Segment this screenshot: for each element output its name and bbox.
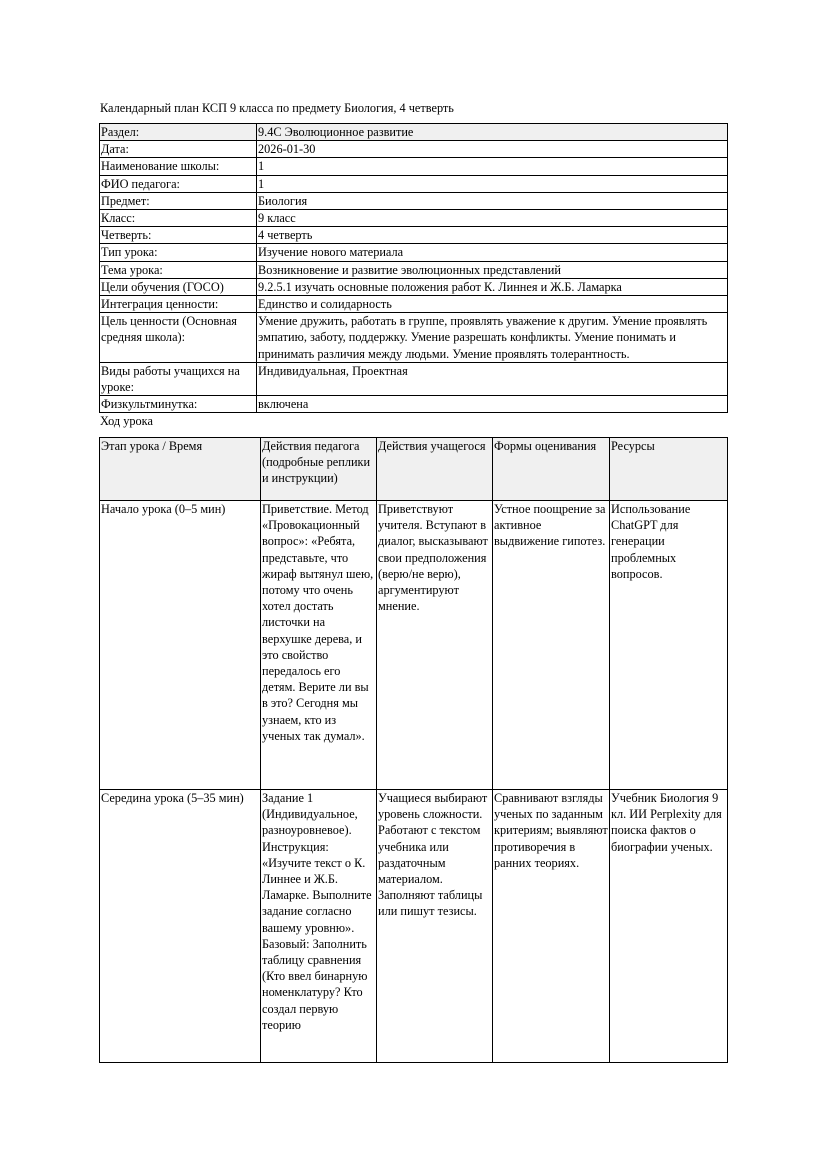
info-row <box>100 278 728 295</box>
info-value: 4 четверть <box>257 227 728 244</box>
info-key: Дата: <box>100 141 257 158</box>
info-key: Тип урока: <box>100 244 257 261</box>
teacher-cell: Приветствие. Метод «Провокационный вопрос»: «Ребята, представьте, что жираф вытянул шею, потому что очень хотел достать листочки на верхушке дерева, и это свойство передалось его детям. Верите ли вы в это? Сегодня мы узнаем, кто из ученых так думал». <box>261 501 377 790</box>
info-key: Интеграция ценности: <box>100 296 257 313</box>
lesson-flow-table <box>99 437 728 1063</box>
info-key: Наименование школы: <box>100 158 257 175</box>
info-value: Индивидуальная, Проектная <box>257 362 728 395</box>
student-cell: Приветствуют учителя. Вступают в диалог, высказывают свои предположения (верю/не верю), аргументируют мнение. <box>377 501 493 790</box>
info-row <box>100 141 728 158</box>
info-value: 9 класс <box>257 210 728 227</box>
stage-cell: Середина урока (5–35 мин) <box>100 790 261 1063</box>
info-row <box>100 396 728 413</box>
info-key: Цель ценности (Основная средняя школа): <box>100 313 257 363</box>
info-key: Тема урока: <box>100 261 257 278</box>
table-row <box>100 790 728 1063</box>
table-row <box>100 501 728 790</box>
info-key: Предмет: <box>100 192 257 209</box>
info-value: 2026-01-30 <box>257 141 728 158</box>
info-value: 9.2.5.1 изучать основные положения работ К. Линнея и Ж.Б. Ламарка <box>257 278 728 295</box>
info-row <box>100 124 728 141</box>
info-value: Единство и солидарность <box>257 296 728 313</box>
info-key: Четверть: <box>100 227 257 244</box>
info-row <box>100 362 728 395</box>
assessment-cell: Устное поощрение за активное выдвижение гипотез. <box>493 501 610 790</box>
resources-cell: Учебник Биология 9 кл. ИИ Perplexity для поиска фактов о биографии ученых. <box>610 790 728 1063</box>
info-key: Цели обучения (ГОСО) <box>100 278 257 295</box>
info-row <box>100 210 728 227</box>
student-cell: Учащиеся выбирают уровень сложности. Работают с текстом учебника или раздаточным материалом. Заполняют таблицы или пишут тезисы. <box>377 790 493 1063</box>
header-resources: Ресурсы <box>610 438 728 501</box>
info-key: Раздел: <box>100 124 257 141</box>
info-row <box>100 175 728 192</box>
resources-cell: Использование ChatGPT для генерации проблемных вопросов. <box>610 501 728 790</box>
info-row <box>100 261 728 278</box>
info-key: Физкультминутка: <box>100 396 257 413</box>
info-key: ФИО педагога: <box>100 175 257 192</box>
info-key: Виды работы учащихся на уроке: <box>100 362 257 395</box>
stage-cell: Начало урока (0–5 мин) <box>100 501 261 790</box>
info-row <box>100 158 728 175</box>
lesson-info-table <box>99 123 728 413</box>
info-row <box>100 313 728 363</box>
info-value: Возникновение и развитие эволюционных представлений <box>257 261 728 278</box>
info-value: Умение дружить, работать в группе, проявлять уважение к другим. Умение проявлять эмпатию, заботу, поддержку. Умение разрешать конфликты. Умение понимать и принимать различия между людьми. Умение проявлять толерантность. <box>257 313 728 363</box>
header-assessment: Формы оценивания <box>493 438 610 501</box>
teacher-cell: Задание 1 (Индивидуальное, разноуровневое). Инструкция: «Изучите текст о К. Линнее и Ж.Б. Ламарке. Выполните задание согласно вашему уровню». Базовый: Заполнить таблицу сравнения (Кто ввел бинарную номенклатуру? Кто создал первую теорию <box>261 790 377 1063</box>
info-value: 9.4С Эволюционное развитие <box>257 124 728 141</box>
info-value: 1 <box>257 158 728 175</box>
info-value: включена <box>257 396 728 413</box>
lesson-flow-label: Ход урока <box>100 414 153 428</box>
flow-header-row <box>100 438 728 501</box>
info-key: Класс: <box>100 210 257 227</box>
assessment-cell: Сравнивают взгляды ученых по заданным критериям; выявляют противоречия в ранних теориях. <box>493 790 610 1063</box>
page-title: Календарный план КСП 9 класса по предмету Биология, 4 четверть <box>100 101 454 115</box>
header-student: Действия учащегося <box>377 438 493 501</box>
info-row <box>100 244 728 261</box>
info-value: Биология <box>257 192 728 209</box>
info-row <box>100 192 728 209</box>
header-stage: Этап урока / Время <box>100 438 261 501</box>
info-value: Изучение нового материала <box>257 244 728 261</box>
info-value: 1 <box>257 175 728 192</box>
header-teacher: Действия педагога (подробные реплики и инструкции) <box>261 438 377 501</box>
info-row <box>100 227 728 244</box>
info-row <box>100 296 728 313</box>
